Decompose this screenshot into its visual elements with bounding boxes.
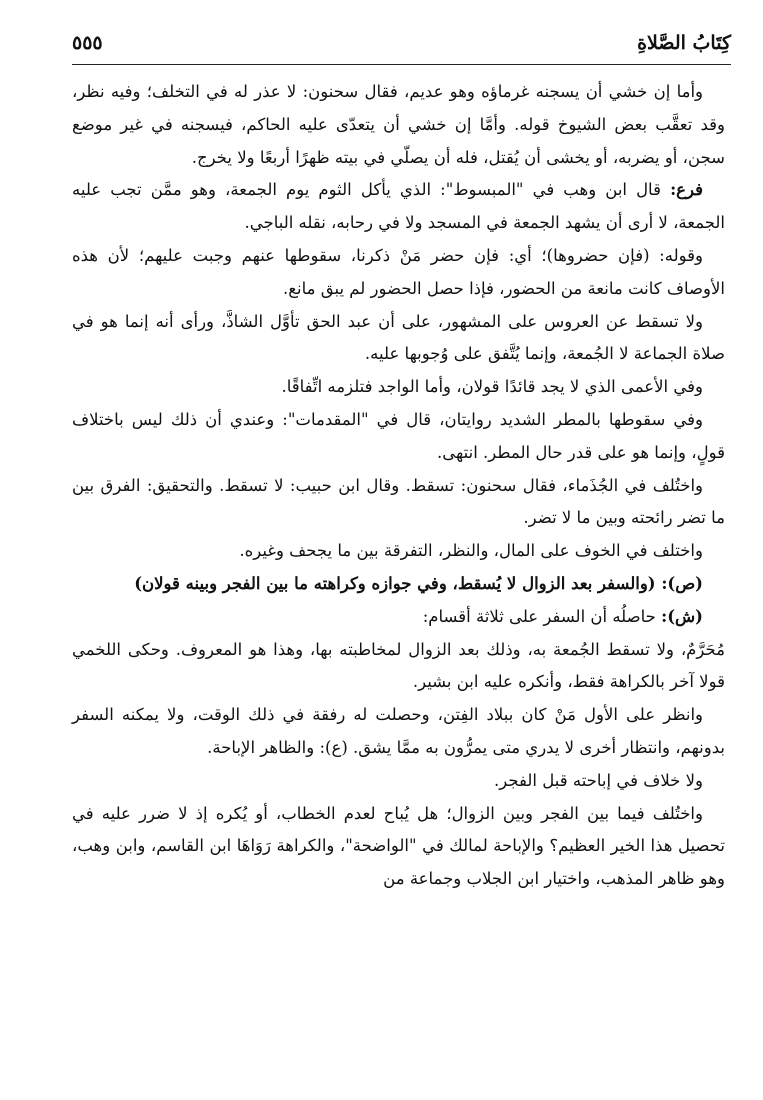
- bold-segment: (ص): (والسفر بعد الزوال لا يُسقط، وفي جوازه وكراهته ما بين الفجر وبينه قولان): [134, 573, 703, 593]
- bold-segment: (ش):: [661, 606, 703, 626]
- paragraph: [72, 371, 725, 404]
- text-segment: قال ابن وهب في "المبسوط": الذي يأكل الثوم يوم الجمعة، وهو ممَّن تجب عليه الجمعة، لا أرى أن يشهد الجمعة في المسجد ولا في رحابه، نقله الباجي.: [72, 180, 725, 233]
- paragraph: [72, 404, 725, 470]
- text-segment: وقوله: (فإن حضروها)؛ أي: فإن حضر مَنْ ذكرنا، سقوطها عنهم وجبت عليهم؛ لأن هذه الأوصاف كانت مانعة من الحضور، فإذا حصل الحضور لم يبق مانع.: [72, 245, 725, 298]
- page-number: ٥٥٥: [72, 32, 103, 54]
- text-segment: وأما إن خشي أن يسجنه غرماؤه وهو عديم، فقال سحنون: لا عذر له في التخلف؛ وفيه نظر، وقد تعقَّب بعض الشيوخ قوله. وأمَّا إن خشي أن يتعدّى عليه الحاكم، فيسجنه في غير موضع سجن، أو يضربه، أو يخشى أن يُقتل، فله أن يصلّي في بيته ظهرًا أربعًا ولا يخرج.: [72, 82, 725, 167]
- text-segment: حاصلُه أن السفر على ثلاثة أقسام:: [422, 606, 662, 626]
- bold-segment: فرع:: [670, 180, 703, 200]
- paragraph: [72, 601, 725, 634]
- text-segment: مُحَرَّمٌ، ولا تسقط الجُمعة به، وذلك بعد الزوال لمخاطبته بها، وهذا هو المعروف. وحكى اللخمي قولا آخر بالكراهة فقط، وأنكره عليه ابن بشير.: [72, 639, 725, 692]
- text-segment: ولا خلاف في إباحته قبل الفجر.: [494, 770, 703, 790]
- text-segment: وفي الأعمى الذي لا يجد قائدًا قولان، وأما الواجد فتلزمه اتِّفاقًا.: [281, 377, 703, 397]
- text-segment: وانظر على الأول مَنْ كان ببلاد الفِتن، وحصلت له رفقة في ذلك الوقت، ولا يمكنه السفر بدونهم، وانتظار أخرى لا يدري متى يمرُّون به ممَّا يشق. (ع): والظاهر الإباحة.: [72, 705, 725, 757]
- paragraph: [72, 470, 725, 536]
- paragraph: [72, 306, 725, 372]
- body-text: [72, 76, 725, 896]
- paragraph: [72, 568, 725, 601]
- paragraph: [72, 174, 725, 240]
- text-segment: واختلف في الخوف على المال، والنظر، التفرقة بين ما يجحف وغيره.: [239, 541, 703, 561]
- paragraph: [72, 765, 725, 798]
- text-segment: ولا تسقط عن العروس على المشهور، على أن عبد الحق تأوَّل الشاذَّ، ورأى أنه إنما هو في صلاة الجماعة لا الجُمعة، وإنما يُتَّفق على وُجوبها عليه.: [72, 311, 725, 364]
- paragraph: [72, 535, 725, 568]
- paragraph: [72, 699, 725, 765]
- running-header: [72, 30, 731, 60]
- paragraph: [72, 240, 725, 306]
- text-segment: وفي سقوطها بالمطر الشديد روايتان، قال في "المقدمات": وعندي أن ذلك ليس باختلاف قولٍ، وإنما هو على قدر حال المطر. انتهى.: [72, 409, 725, 462]
- header-divider: [72, 64, 731, 65]
- chapter-title: كِتَابُ الصَّلاةِ: [637, 32, 731, 54]
- paragraph: [72, 634, 725, 700]
- text-segment: واختُلف في الجُذَماء، فقال سحنون: تسقط. وقال ابن حبيب: لا تسقط. والتحقيق: الفرق بين ما تضر رائحته وبين ما لا تضر.: [72, 475, 725, 528]
- paragraph: [72, 798, 725, 896]
- paragraph: [72, 76, 725, 174]
- text-segment: واختُلف فيما بين الفجر وبين الزوال؛ هل يُباح لعدم الخطاب، أو يُكره إذ لا ضرر عليه في تحصيل هذا الخير العظيم؟ والإباحة لمالك في "الواضحة"، والكراهة رَوَاهَا ابن القاسم، وابن وهب، وهو ظاهر المذهب، واختيار ابن الجلاب وجماعة من: [72, 803, 725, 889]
